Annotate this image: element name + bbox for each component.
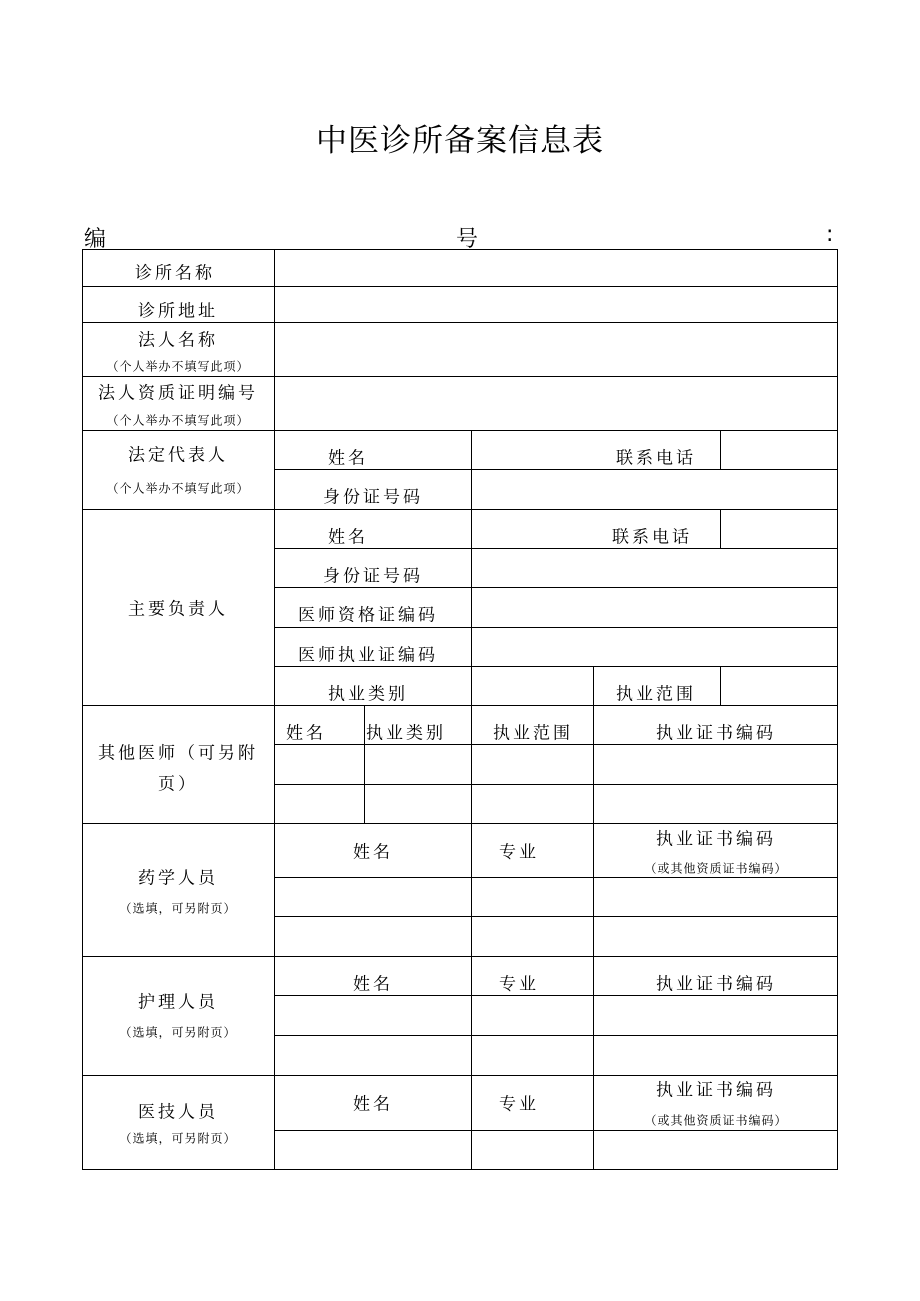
label-nursing: 护理人员 (138, 992, 218, 1013)
medtech-license-header: 执业证书编码 (656, 1080, 776, 1101)
pharmacy-major-header: 专业 (499, 842, 539, 863)
label-legal-person-name: 法人名称 (138, 330, 218, 351)
principal-practice-scope-label: 执业范围 (616, 684, 696, 705)
label-legal-rep: 法定代表人 (128, 445, 228, 466)
serial-label-middle: 号 (456, 227, 479, 252)
page-title: 中医诊所备案信息表 (316, 123, 604, 159)
nursing-name-header: 姓名 (353, 974, 393, 995)
legal-rep-name-label: 姓名 (328, 448, 368, 469)
serial-label-colon: : (826, 222, 834, 247)
label-clinic-address: 诊所地址 (138, 301, 218, 322)
medtech-name-header: 姓名 (353, 1094, 393, 1115)
other-doctors-license-header: 执业证书编码 (656, 723, 776, 744)
nursing-major-header: 专业 (499, 974, 539, 995)
serial-label-left: 编 (84, 227, 107, 252)
other-doctors-name-header: 姓名 (286, 723, 326, 744)
label-medtech: 医技人员 (138, 1102, 218, 1123)
principal-practice-cert-label: 医师执业证编码 (298, 645, 438, 666)
other-doctors-category-header: 执业类别 (366, 723, 446, 744)
label-clinic-name: 诊所名称 (135, 263, 215, 284)
note-individual-1: （个人举办不填写此项） (106, 359, 250, 374)
note-optional-1: （选填，可另附页） (119, 901, 237, 916)
principal-qualification-label: 医师资格证编码 (298, 605, 438, 626)
label-other-doctors-line1: 其他医师（可另附 (98, 743, 258, 764)
pharmacy-name-header: 姓名 (353, 842, 393, 863)
principal-phone-label: 联系电话 (612, 527, 692, 548)
principal-practice-category-label: 执业类别 (328, 684, 408, 705)
label-pharmacy: 药学人员 (138, 868, 218, 889)
label-principal: 主要负责人 (128, 599, 228, 620)
medtech-other-cert-note: （或其他资质证书编码） (644, 1113, 788, 1128)
nursing-license-header: 执业证书编码 (656, 974, 776, 995)
principal-name-label: 姓名 (328, 527, 368, 548)
pharmacy-other-cert-note: （或其他资质证书编码） (644, 861, 788, 876)
note-individual-2: （个人举办不填写此项） (106, 413, 250, 428)
other-doctors-scope-header: 执业范围 (493, 723, 573, 744)
label-legal-person-cert: 法人资质证明编号 (98, 383, 258, 404)
medtech-major-header: 专业 (499, 1094, 539, 1115)
note-optional-3: （选填，可另附页） (119, 1131, 237, 1146)
label-other-doctors-line2: 页） (158, 774, 198, 795)
note-individual-3: （个人举办不填写此项） (106, 481, 250, 496)
legal-rep-phone-label: 联系电话 (616, 448, 696, 469)
note-optional-2: （选填，可另附页） (119, 1025, 237, 1040)
pharmacy-license-header: 执业证书编码 (656, 829, 776, 850)
principal-id-label: 身份证号码 (323, 566, 423, 587)
legal-rep-id-label: 身份证号码 (323, 487, 423, 508)
